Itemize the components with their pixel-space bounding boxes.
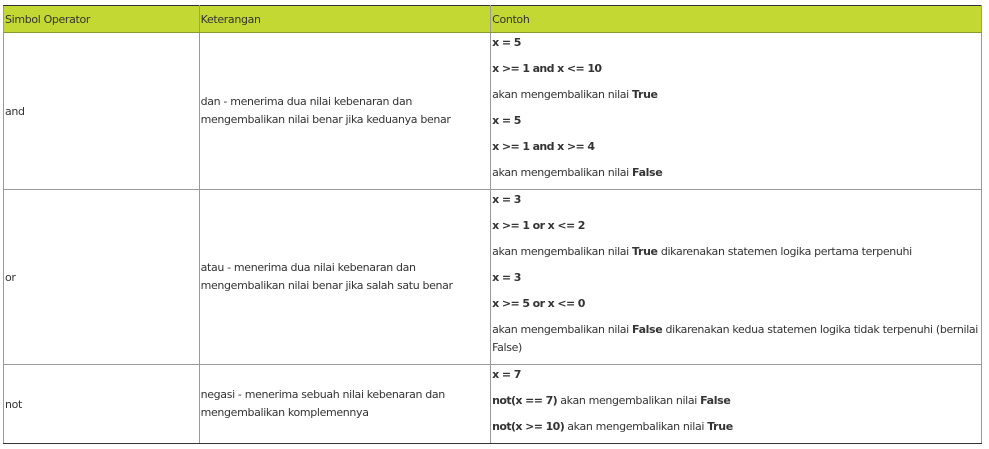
header-example: Contoh	[491, 6, 982, 33]
example-cell	[491, 33, 982, 190]
example-line: x >= 5 or x <= 0	[492, 297, 585, 310]
header-description: Keterangan	[199, 6, 491, 33]
example-line: x >= 1 and x >= 4	[492, 140, 595, 153]
example-line: x = 7	[492, 368, 521, 381]
example-result: not(x == 7) akan mengembalikan nilai False	[492, 394, 731, 407]
operator-cell: not	[4, 365, 200, 444]
table-row-or	[4, 190, 982, 365]
example-result: akan mengembalikan nilai False dikarenakan kedua statemen logika tidak terpenuhi (bernilai False)	[492, 323, 978, 354]
description-cell: atau - menerima dua nilai kebenaran dan mengembalikan nilai benar jika salah satu benar	[199, 190, 491, 365]
description-cell: negasi - menerima sebuah nilai kebenaran dan mengembalikan komplemennya	[199, 365, 491, 444]
example-line: x >= 1 or x <= 2	[492, 219, 585, 232]
example-line: x = 5	[492, 36, 521, 49]
example-result: not(x >= 10) akan mengembalikan nilai True	[492, 420, 733, 433]
example-line: x = 3	[492, 271, 521, 284]
table-header-row	[4, 6, 982, 33]
example-result: akan mengembalikan nilai False	[492, 166, 663, 179]
header-operator: Simbol Operator	[4, 6, 200, 33]
table-row-not	[4, 365, 982, 444]
operator-cell: and	[4, 33, 200, 190]
table-row-and	[4, 33, 982, 190]
example-line: x = 3	[492, 193, 521, 206]
example-line: x = 5	[492, 114, 521, 127]
operator-cell: or	[4, 190, 200, 365]
example-cell	[491, 365, 982, 444]
example-line: x >= 1 and x <= 10	[492, 62, 602, 75]
example-result: akan mengembalikan nilai True	[492, 88, 658, 101]
description-cell: dan - menerima dua nilai kebenaran dan mengembalikan nilai benar jika keduanya benar	[199, 33, 491, 190]
example-cell	[491, 190, 982, 365]
example-result: akan mengembalikan nilai True dikarenakan statemen logika pertama terpenuhi	[492, 245, 912, 258]
logical-operators-table	[3, 5, 982, 444]
